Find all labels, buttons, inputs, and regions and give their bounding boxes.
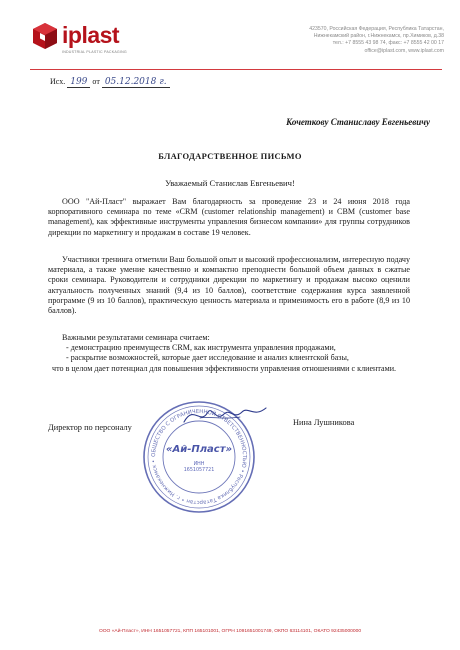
company-address-line: Нижнекамский район, г.Нижнекамск, пр.Химиков, д.38 <box>313 33 444 40</box>
signatory-name: Нина Лушникова <box>293 418 355 427</box>
reference-number: 199 <box>70 77 88 87</box>
reference-middle: от <box>92 77 100 86</box>
footer-legal-details: ООО «Ай-Пласт», ИНН 1651057721, КПП 165101001, ОГРН 1091651001749, ОКПО 63114101, ОКАТО 92435000000 <box>98 629 362 634</box>
company-phone-line: тел.: +7 8555 43 98 74, факс: +7 8555 42 00 17 <box>332 40 444 47</box>
reference-prefix: Исх. <box>50 77 66 86</box>
results-item: - раскрытие возможностей, которые дает исследование и анализ клиентской базы, <box>66 353 349 363</box>
logo-wordmark: iplast <box>62 22 120 48</box>
company-web-line: office@iplast.com, www.iplast.com <box>364 47 444 54</box>
handwritten-signature <box>180 400 270 430</box>
header-divider <box>30 69 442 70</box>
company-logo <box>32 20 162 60</box>
results-intro: Важными результатами семинара считаем: <box>62 333 210 342</box>
stamp-inn-label: ИНН <box>193 462 205 467</box>
results-outro: что в целом дает потенциал для повышения эффективности управления отношениями с клиентами. <box>52 363 397 373</box>
body-paragraph-results <box>48 333 410 374</box>
company-address-line: 423570, Российская Федерация, Республика Татарстан, <box>309 26 444 32</box>
signatory-position: Директор по персоналу <box>48 423 132 432</box>
salutation: Уважаемый Станислав Евгеньевич! <box>165 178 295 188</box>
document-title: БЛАГОДАРСТВЕННОЕ ПИСЬМО <box>158 151 302 161</box>
body-paragraph: ООО "Ай-Пласт" выражает Вам благодарность за проведение 23 и 24 июня 2018 года корпоративного семинара по теме «CRM (customer relationship management) и CBM (customer base management), как эффективные инструменты управления бизнесом компании» для группы сотрудников дирекции по маркетингу и продажам в составе 19 человек. <box>48 197 410 237</box>
body-paragraph: Участники тренинга отметили Ваш большой опыт и высокий профессионализм, интересную подачу материала, а также умение качественно и компактно преподнести большой объем данных в сжатые сроки семинара. Руководители и сотрудники дирекции по маркетингу и продажам высоко оценили актуальность полученных знаний (9,4 из 10 баллов), соответствие содержания курса заявленной программе (9 из 10 баллов), практическую ценность материала и применимость его в работе (8,9 из 10 баллов). <box>48 255 410 316</box>
stamp-ring-text: ОБЩЕСТВО С ОГРАНИЧЕННОЙ ОТВЕТСТВЕННОСТЬЮ • Республика Татарстан • г. Нижнекамск • <box>150 408 248 506</box>
results-item: - демонстрацию преимуществ CRM, как инструмента управления продажами, <box>66 343 336 353</box>
recipient: Кочеткову Станиславу Евгеньевичу <box>286 117 430 127</box>
stamp-company-name: «Ай-Пласт» <box>165 444 233 455</box>
logo-tagline: INDUSTRIAL PLASTIC PACKAGING <box>62 50 127 54</box>
company-contact-info <box>234 26 444 55</box>
cube-logo-icon <box>32 22 58 50</box>
stamp-inn-value: 1651057721 <box>183 468 215 473</box>
reference-date: 05.12.2018 г. <box>104 77 167 87</box>
reference-line <box>50 77 170 88</box>
